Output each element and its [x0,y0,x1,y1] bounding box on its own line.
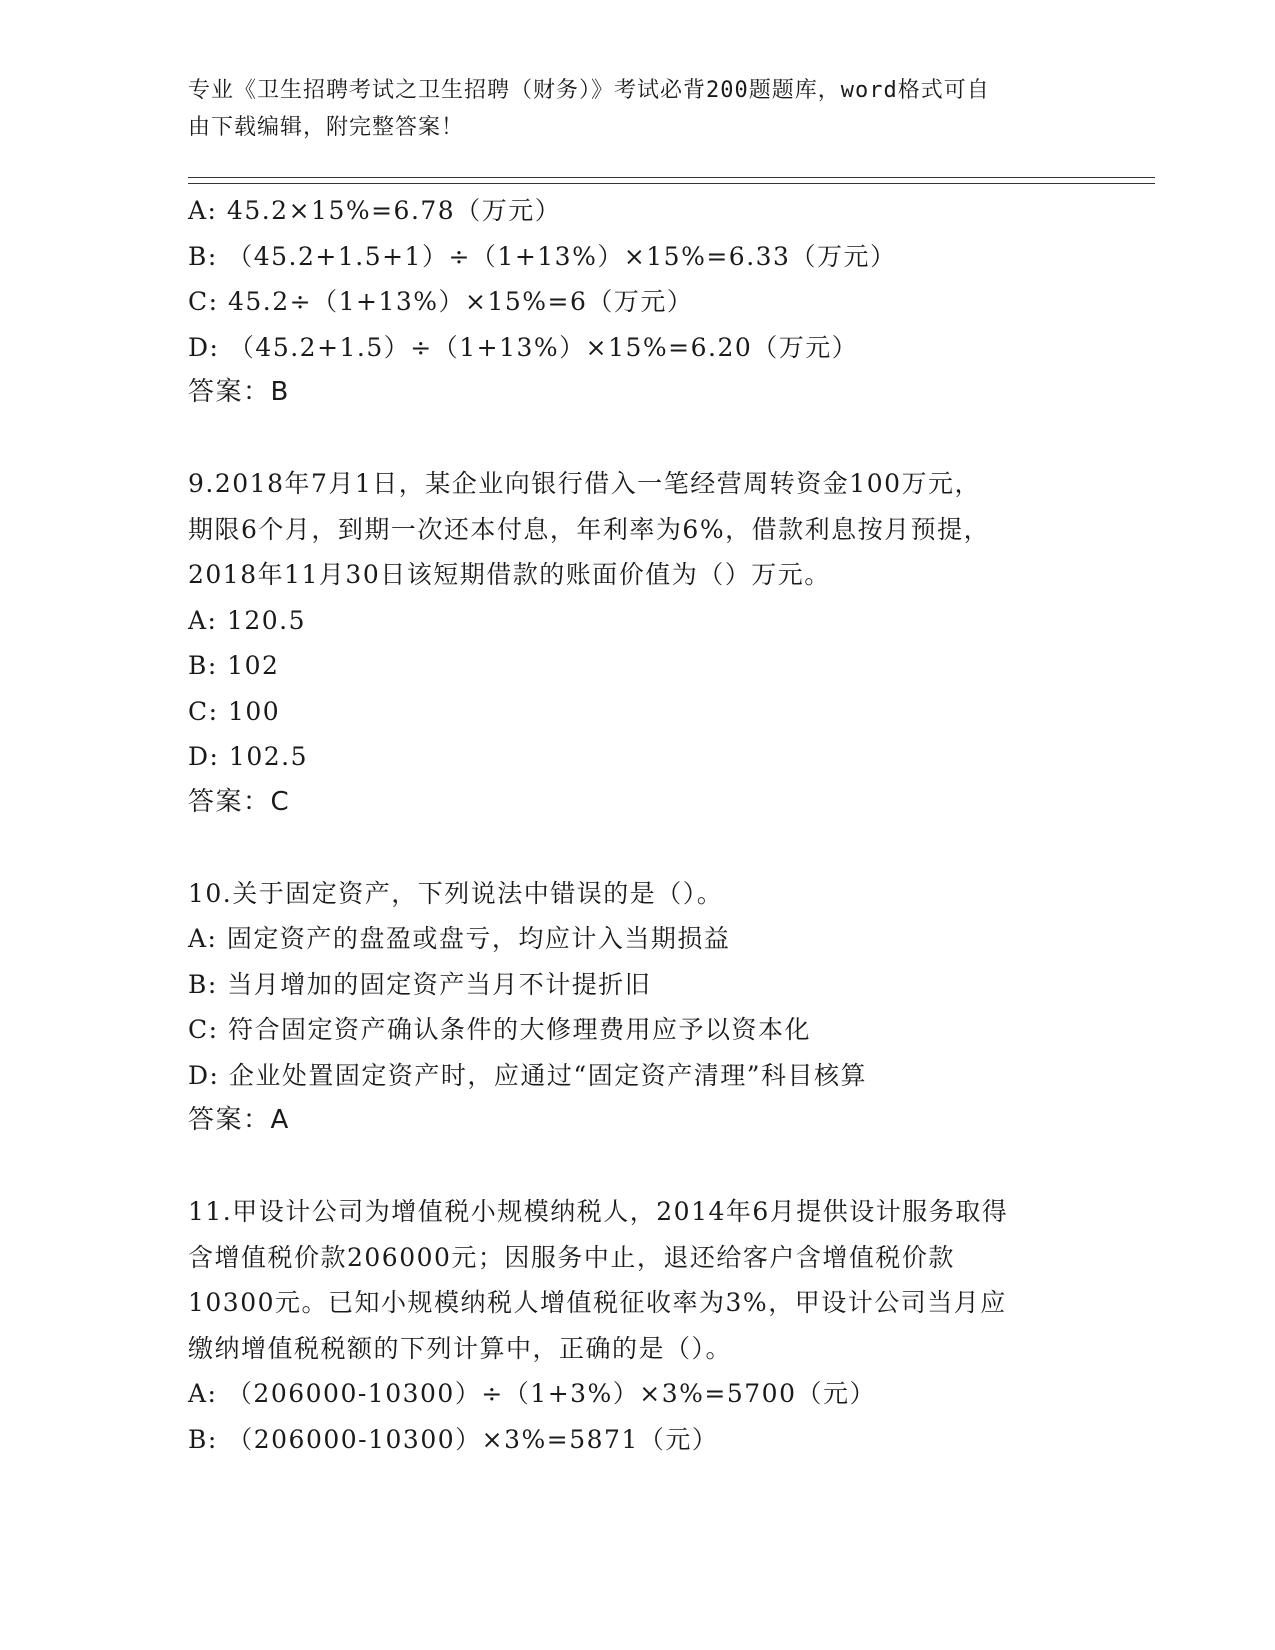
option-a: A: 45.2×15%=6.78（万元） [188,196,562,225]
spacer [188,416,1148,462]
option-c: C: 符合固定资产确认条件的大修理费用应予以资本化 [188,1015,812,1044]
option-a: A: 固定资产的盘盈或盘亏，均应计入当期损益 [188,924,731,953]
header-divider [188,177,1155,178]
question-stem-line: 9.2018年7月1日，某企业向银行借入一笔经营周转资金100万元， [188,469,982,498]
question-list [188,188,1148,1462]
question-stem-line: 期限6个月，到期一次还本付息，年利率为6%，借款利息按月预提， [188,514,991,544]
question-stem-line: 含增值税价款206000元；因服务中止，退还给客户含增值税价款 [188,1242,955,1272]
question-11 [188,1189,1148,1462]
option-b: B: （206000-10300）×3%=5871（元） [188,1424,719,1454]
spacer [188,1144,1148,1190]
question-9 [188,461,1148,825]
question-stem-line: 10300元。已知小规模纳税人增值税征收率为3%，甲设计公司当月应 [188,1288,1007,1317]
option-b: B: 当月增加的固定资产当月不计提折旧 [188,969,652,999]
option-b: B: 102 [188,651,280,680]
question-10 [188,871,1148,1144]
spacer [188,825,1148,871]
header-line: 由下载编辑，附完整答案！ [188,115,465,140]
header-line: 专业《卫生招聘考试之卫生招聘（财务）》考试必背200题题库，word格式可自 [188,78,990,103]
option-d: D: （45.2+1.5）÷（1+13%）×15%=6.20（万元） [188,332,859,362]
question-stem-line: 2018年11月30日该短期借款的账面价值为（）万元。 [188,560,831,589]
header-divider [188,183,1155,184]
answer: 答案：B [188,377,290,407]
question-stem-line: 缴纳增值税税额的下列计算中，正确的是（）。 [188,1333,733,1363]
option-c: C: 45.2÷（1+13%）×15%=6（万元） [188,287,694,316]
option-a: A: （206000-10300）÷（1+3%）×3%=5700（元） [188,1379,876,1408]
document-header [188,72,1088,146]
option-c: C: 100 [188,696,281,726]
option-b: B: （45.2+1.5+1）÷（1+13%）×15%=6.33（万元） [188,241,897,271]
question-stem-line: 11.甲设计公司为增值税小规模纳税人，2014年6月提供设计服务取得 [188,1197,1009,1226]
answer: 答案：A [188,1105,290,1135]
option-d: D: 企业处置固定资产时，应通过“固定资产清理”科目核算 [188,1060,867,1090]
answer: 答案：C [188,786,291,817]
option-d: D: 102.5 [188,742,308,771]
question-8 [188,188,1148,416]
option-a: A: 120.5 [188,605,306,635]
question-stem-line: 10.关于固定资产，下列说法中错误的是（）。 [188,878,724,908]
